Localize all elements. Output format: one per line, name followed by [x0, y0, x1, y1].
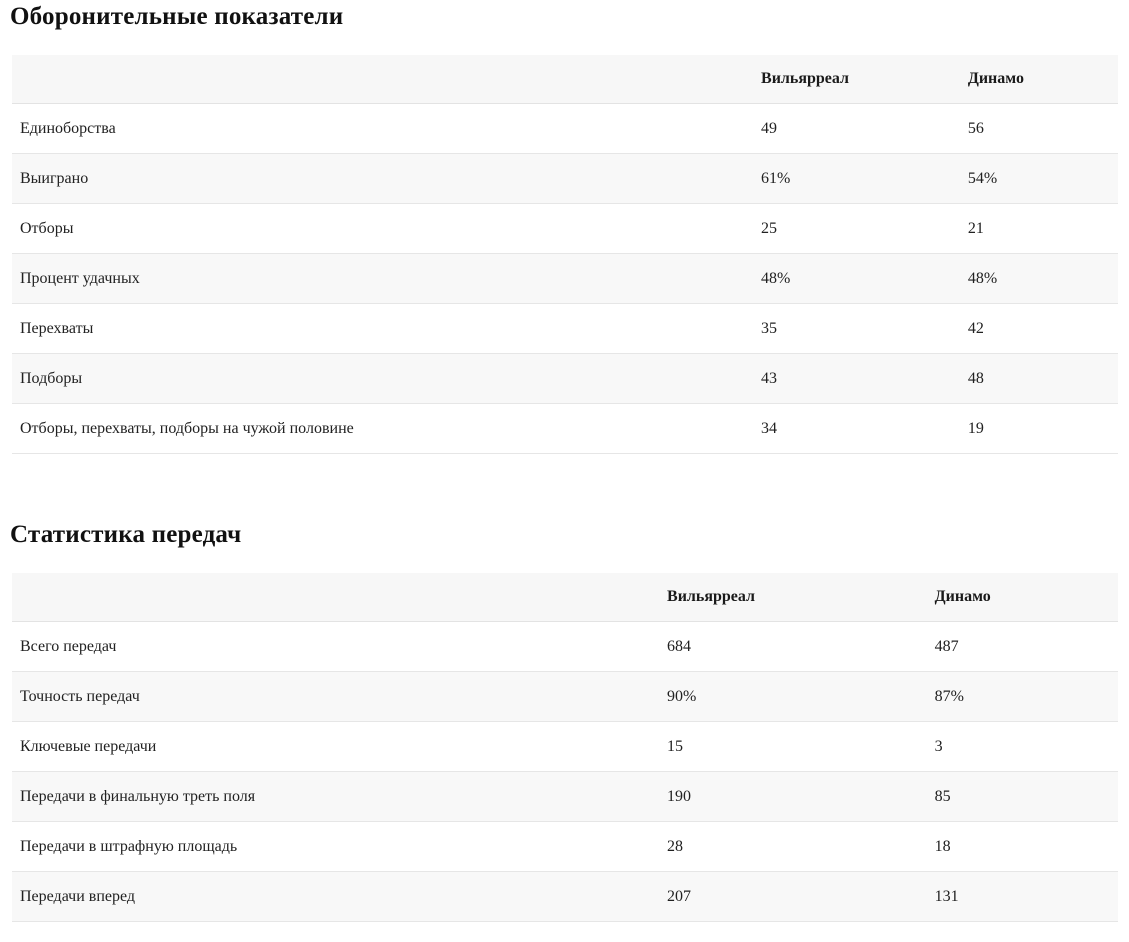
passing-stats-section	[12, 520, 1118, 922]
table-body	[12, 622, 1118, 922]
home-team-value: 90%	[667, 688, 697, 705]
metric-label: Отборы, перехваты, подборы на чужой половине	[20, 420, 354, 437]
metric-label: Процент удачных	[20, 270, 140, 287]
table-row	[12, 354, 1118, 404]
table-row	[12, 404, 1118, 454]
table-row	[12, 304, 1118, 354]
home-team-value: 48%	[761, 270, 791, 287]
away-team-value: 42	[967, 320, 984, 337]
metric-label: Отборы	[20, 220, 74, 237]
table-row	[12, 154, 1118, 204]
table-body	[12, 104, 1118, 454]
home-team-value: 207	[667, 888, 692, 905]
metric-column-header	[12, 55, 753, 104]
away-team-value: 48%	[967, 270, 998, 287]
home-team-column-header: Вильярреал	[761, 70, 850, 87]
away-team-value: 85	[934, 788, 951, 805]
table-header-row	[12, 573, 1118, 622]
away-team-value: 3	[934, 738, 943, 755]
metric-label: Точность передач	[20, 688, 140, 705]
home-team-value: 43	[761, 370, 778, 387]
table-row	[12, 104, 1118, 154]
away-team-value: 19	[967, 420, 984, 437]
home-team-value: 49	[761, 120, 778, 137]
metric-label: Всего передач	[20, 638, 117, 655]
table-header-row	[12, 55, 1118, 104]
metric-label: Передачи в штрафную площадь	[20, 838, 238, 855]
metric-column-header	[12, 573, 659, 622]
away-team-value: 21	[967, 220, 984, 237]
passing-stats-table	[12, 573, 1118, 922]
page-title: Оборонительные показатели	[10, 3, 344, 30]
table-row	[12, 672, 1118, 722]
away-team-value: 48	[967, 370, 984, 387]
table-row	[12, 622, 1118, 672]
away-team-value: 54%	[967, 170, 998, 187]
home-team-value: 190	[667, 788, 692, 805]
metric-label: Единоборства	[20, 120, 116, 137]
metric-label: Перехваты	[20, 320, 94, 337]
defensive-stats-section	[12, 2, 1118, 454]
metric-label: Выиграно	[20, 170, 89, 187]
home-team-column-header: Вильярреал	[667, 588, 756, 605]
table-row	[12, 722, 1118, 772]
table-row	[12, 254, 1118, 304]
away-team-column-header: Динамо	[967, 70, 1024, 87]
table-row	[12, 204, 1118, 254]
home-team-value: 15	[667, 738, 684, 755]
metric-label: Ключевые передачи	[20, 738, 157, 755]
home-team-value: 28	[667, 838, 684, 855]
home-team-value: 35	[761, 320, 778, 337]
away-team-value: 56	[967, 120, 984, 137]
page-title: Статистика передач	[10, 521, 242, 548]
table-row	[12, 822, 1118, 872]
away-team-value: 18	[934, 838, 951, 855]
home-team-value: 61%	[761, 170, 791, 187]
table-row	[12, 872, 1118, 922]
home-team-value: 34	[761, 420, 778, 437]
defensive-stats-table	[12, 55, 1118, 454]
metric-label: Подборы	[20, 370, 83, 387]
metric-label: Передачи в финальную треть поля	[20, 788, 256, 805]
away-team-value: 487	[934, 638, 959, 655]
away-team-value: 87%	[934, 688, 964, 705]
home-team-value: 684	[667, 638, 692, 655]
metric-label: Передачи вперед	[20, 888, 136, 905]
table-row	[12, 772, 1118, 822]
away-team-value: 131	[934, 888, 959, 905]
away-team-column-header: Динамо	[934, 588, 991, 605]
home-team-value: 25	[761, 220, 778, 237]
